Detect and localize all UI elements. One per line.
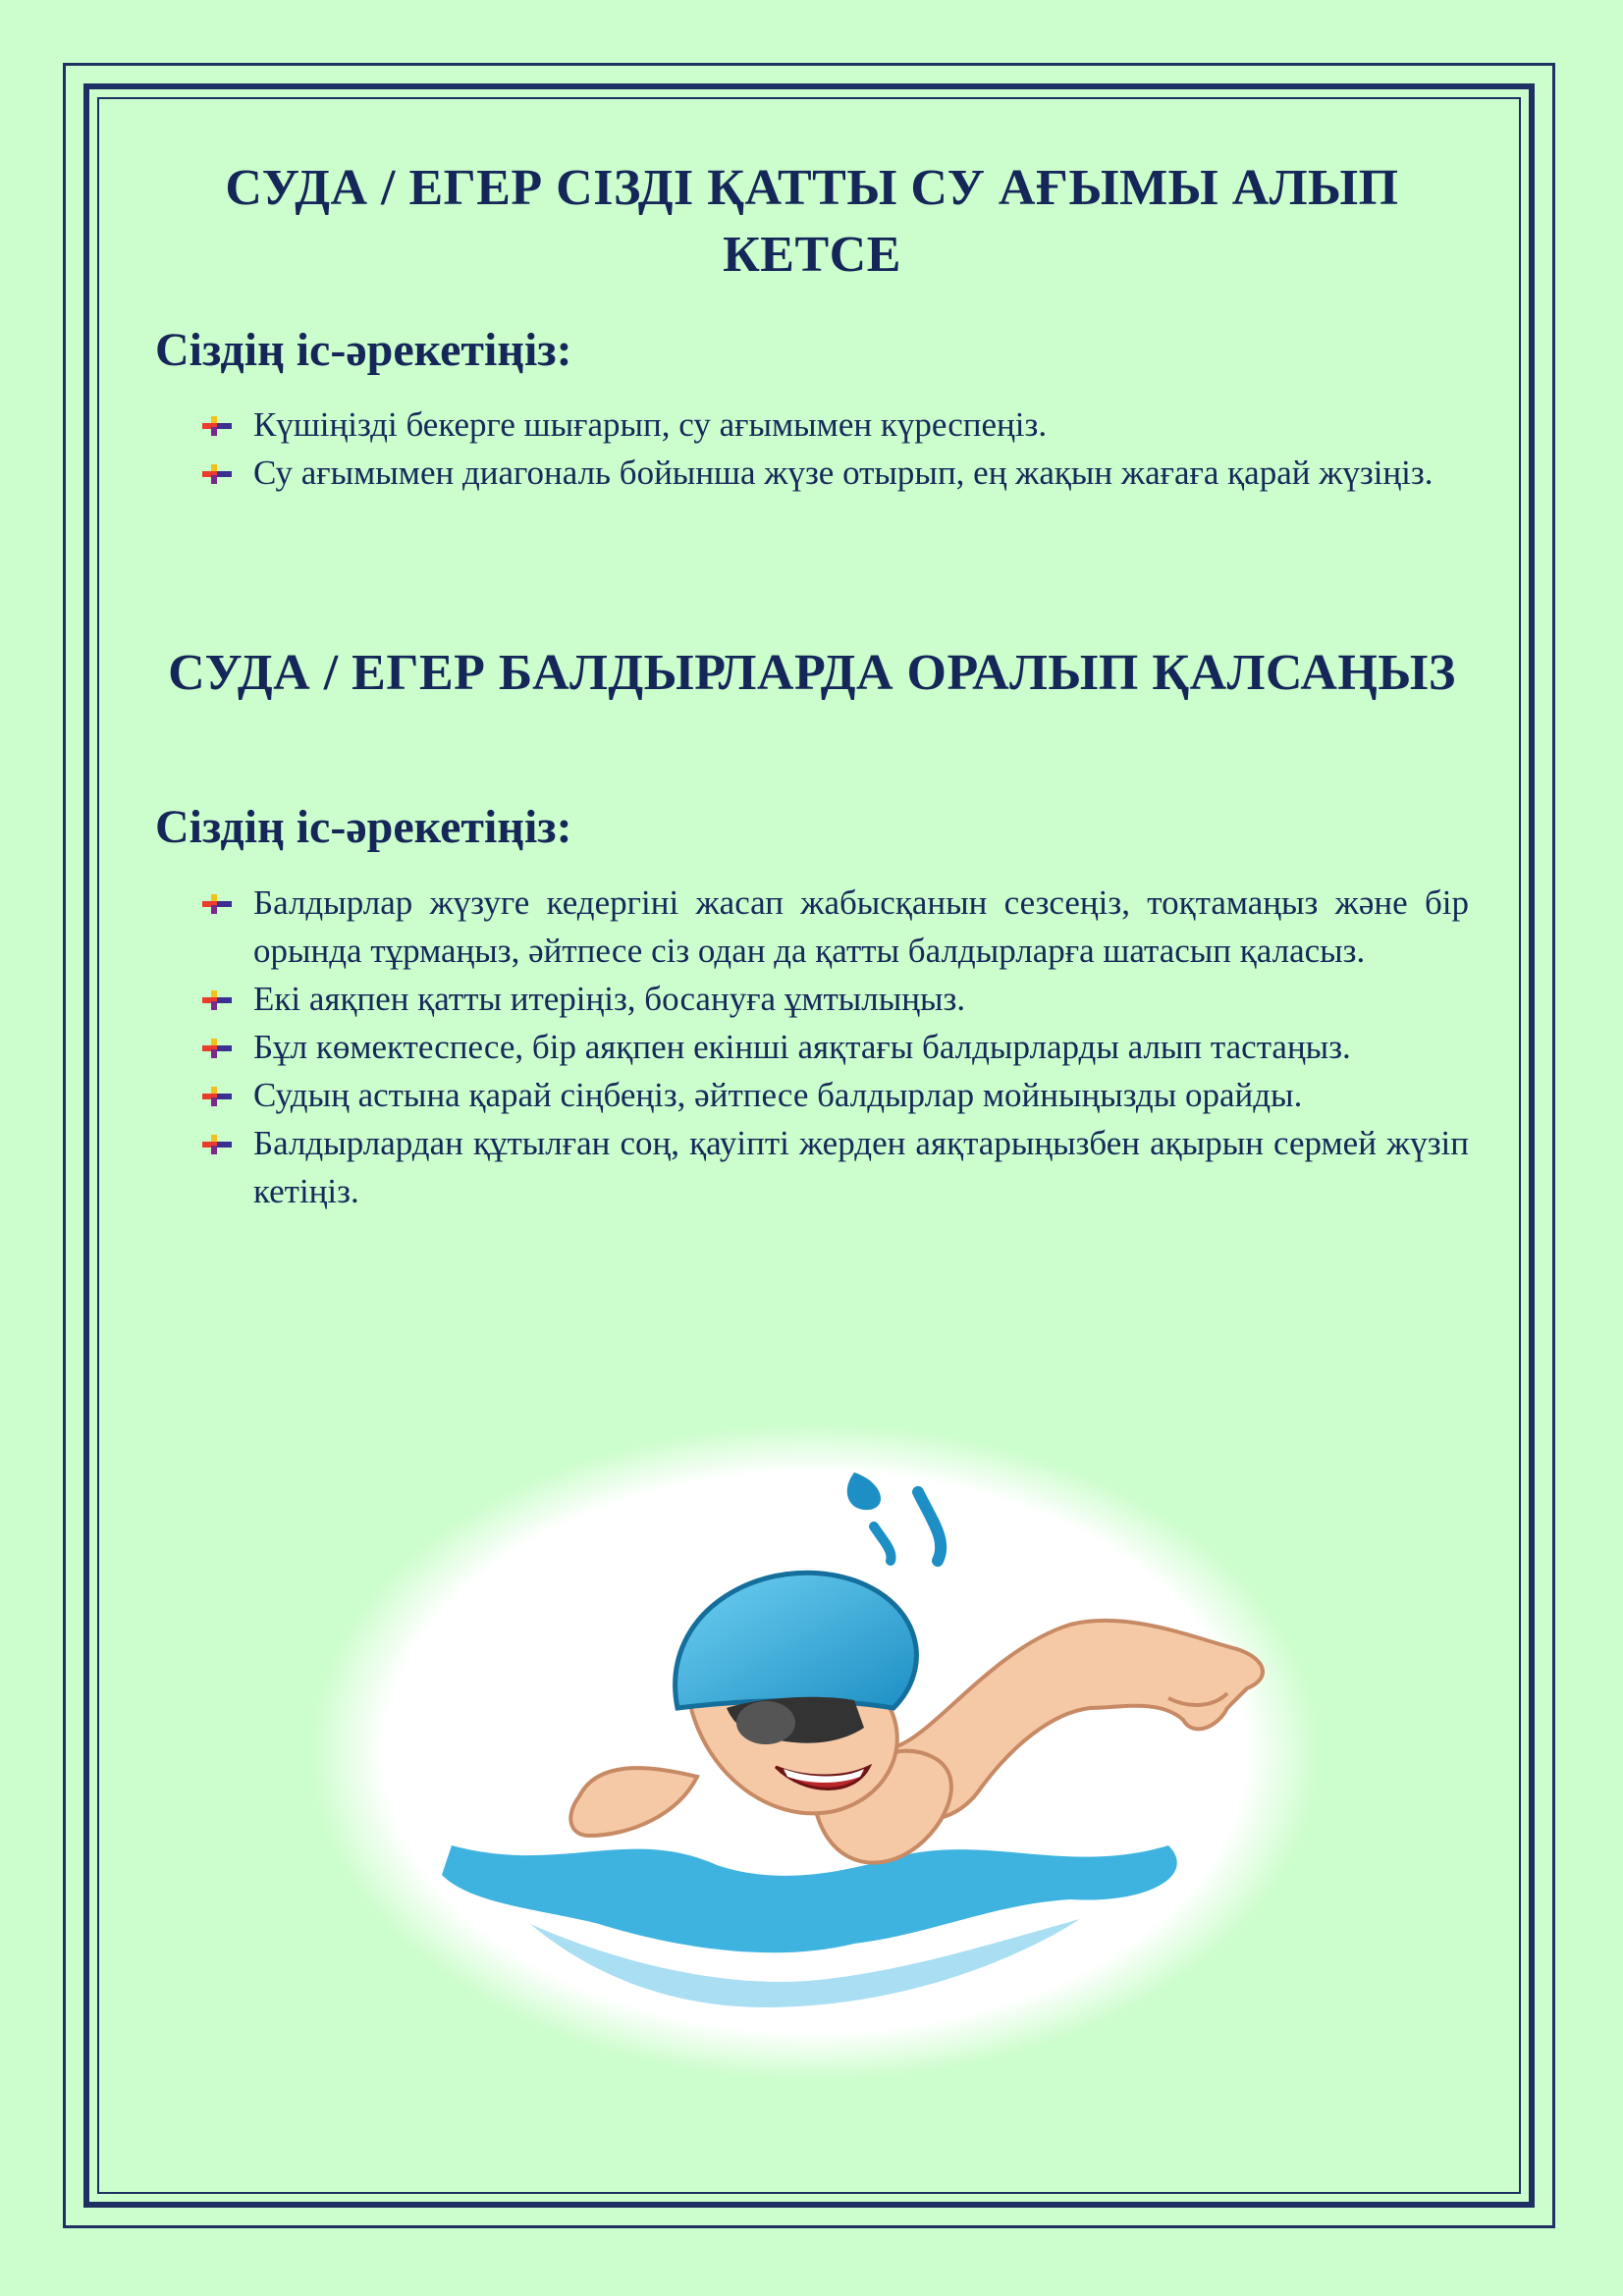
bullet-icon <box>202 414 232 438</box>
section2-list <box>155 879 1469 1215</box>
bullet-icon <box>202 988 232 1012</box>
bullet-icon <box>202 462 232 486</box>
bullet-icon <box>202 1037 232 1060</box>
section2-title: СУДА / ЕГЕР БАЛДЫРЛАРДА ОРАЛЫП ҚАЛСАҢЫЗ <box>168 645 1456 701</box>
list-item: Судың астына қарай сіңбеңіз, әйтпесе балдырлар мойныңызды орайды. <box>155 1071 1469 1119</box>
list-item: Балдырлар жүзуге кедергіні жасап жабысқанын сезсеңіз, тоқтамаңыз және бір орында тұрмаңыз, әйтпесе сіз одан да қатты балдырларға шатасып қаласыз. <box>155 879 1469 975</box>
list-item: Балдырлардан құтылған соң, қауіпті жерден аяқтарыңызбен ақырын сермей жүзіп кетіңіз. <box>155 1119 1469 1215</box>
list-item: Су ағымымен диагональ бойынша жүзе отырып, ең жақын жағаға қарай жүзіңіз. <box>155 449 1469 497</box>
section1-list <box>155 400 1469 497</box>
list-item: Күшіңізді бекерге шығарып, су ағымымен күреспеңіз. <box>155 400 1469 449</box>
bullet-icon <box>202 1133 232 1156</box>
section1-title: СУДА / ЕГЕР СІЗДІ ҚАТТЫ СУ АҒЫМЫ АЛЫП КЕТСЕ <box>225 160 1399 283</box>
bullet-icon <box>202 1085 232 1108</box>
bullet-icon <box>202 892 232 916</box>
section1-subtitle: Сіздің іс-әрекетіңіз: <box>155 324 572 376</box>
swimmer-illustration-icon <box>304 1414 1325 2091</box>
list-item: Екі аяқпен қатты итеріңіз, босануға ұмтылыңыз. <box>155 975 1469 1023</box>
section2-subtitle: Сіздің іс-әрекетіңіз: <box>155 801 572 853</box>
list-item: Бұл көмектеспесе, бір аяқпен екінші аяқтағы балдырларды алып тастаңыз. <box>155 1023 1469 1071</box>
